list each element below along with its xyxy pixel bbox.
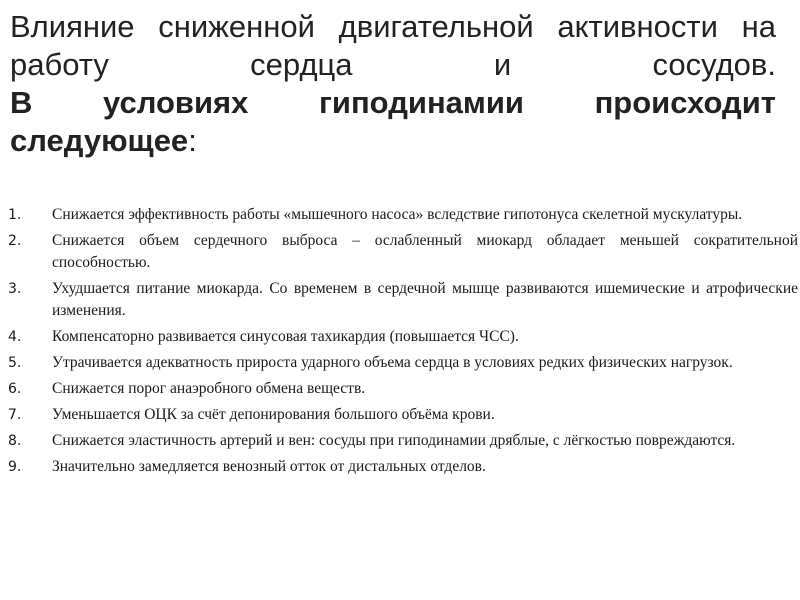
title-word: работу	[10, 47, 109, 82]
list-number: 1.	[8, 207, 22, 223]
list-item	[8, 352, 798, 374]
list-number: 4.	[8, 329, 22, 345]
title-line-3	[10, 84, 776, 122]
slide-title	[10, 8, 776, 160]
list-text: Снижается порог анаэробного обмена веществ.	[52, 380, 366, 397]
list-text: Значительно замедляется венозный отток от дистальных отделов.	[52, 458, 486, 475]
title-word: на	[741, 9, 776, 44]
title-word: двигательной	[338, 9, 534, 44]
list-text: Ухудшается питание миокарда. Со временем в сердечной мышце развиваются ишемические и атрофические изменения.	[52, 280, 798, 319]
list-text: Утрачивается адекватность прироста ударного объема сердца в условиях редких физических нагрузок.	[52, 354, 733, 371]
list-text: Компенсаторно развивается синусовая тахикардия (повышается ЧСС).	[52, 328, 519, 345]
list-text: Снижается эластичность артерий и вен: сосуды при гиподинамии дряблые, с лёгкостью повреждаются.	[52, 432, 736, 449]
title-line-4	[10, 122, 776, 160]
title-word: происходит	[594, 85, 776, 120]
title-word: условиях	[103, 85, 249, 120]
list-item	[8, 230, 798, 274]
numbered-list	[8, 204, 798, 482]
title-line-1	[10, 8, 776, 46]
list-item	[8, 326, 798, 348]
list-number: 7.	[8, 407, 22, 423]
list-text: Уменьшается ОЦК за счёт депонирования большого объёма крови.	[52, 406, 495, 423]
title-word: сосудов.	[652, 47, 776, 82]
title-word: Влияние	[10, 9, 135, 44]
title-word: и	[493, 47, 512, 82]
list-text: Снижается объем сердечного выброса – ослабленный миокард обладает меньшей сократительной способностью.	[52, 232, 798, 271]
list-number: 9.	[8, 459, 22, 475]
title-punctuation: :	[188, 123, 197, 158]
title-word: В	[10, 85, 33, 120]
title-word: следующее	[10, 123, 189, 158]
list-item	[8, 430, 798, 452]
list-text: Снижается эффективность работы «мышечного насоса» вследствие гипотонуса скелетной мускулатуры.	[52, 206, 743, 223]
list-number: 5.	[8, 355, 22, 371]
list-number: 6.	[8, 381, 22, 397]
list-number: 2.	[8, 233, 22, 249]
title-word: сниженной	[158, 9, 315, 44]
list-item	[8, 456, 798, 478]
list-item	[8, 378, 798, 400]
list-item	[8, 278, 798, 322]
list-item	[8, 404, 798, 426]
list-number: 8.	[8, 433, 22, 449]
list-item	[8, 204, 798, 226]
list-number: 3.	[8, 281, 22, 297]
title-word: гиподинамии	[318, 85, 524, 120]
title-word: сердца	[250, 47, 353, 82]
title-word: активности	[557, 9, 718, 44]
title-line-2	[10, 46, 776, 84]
